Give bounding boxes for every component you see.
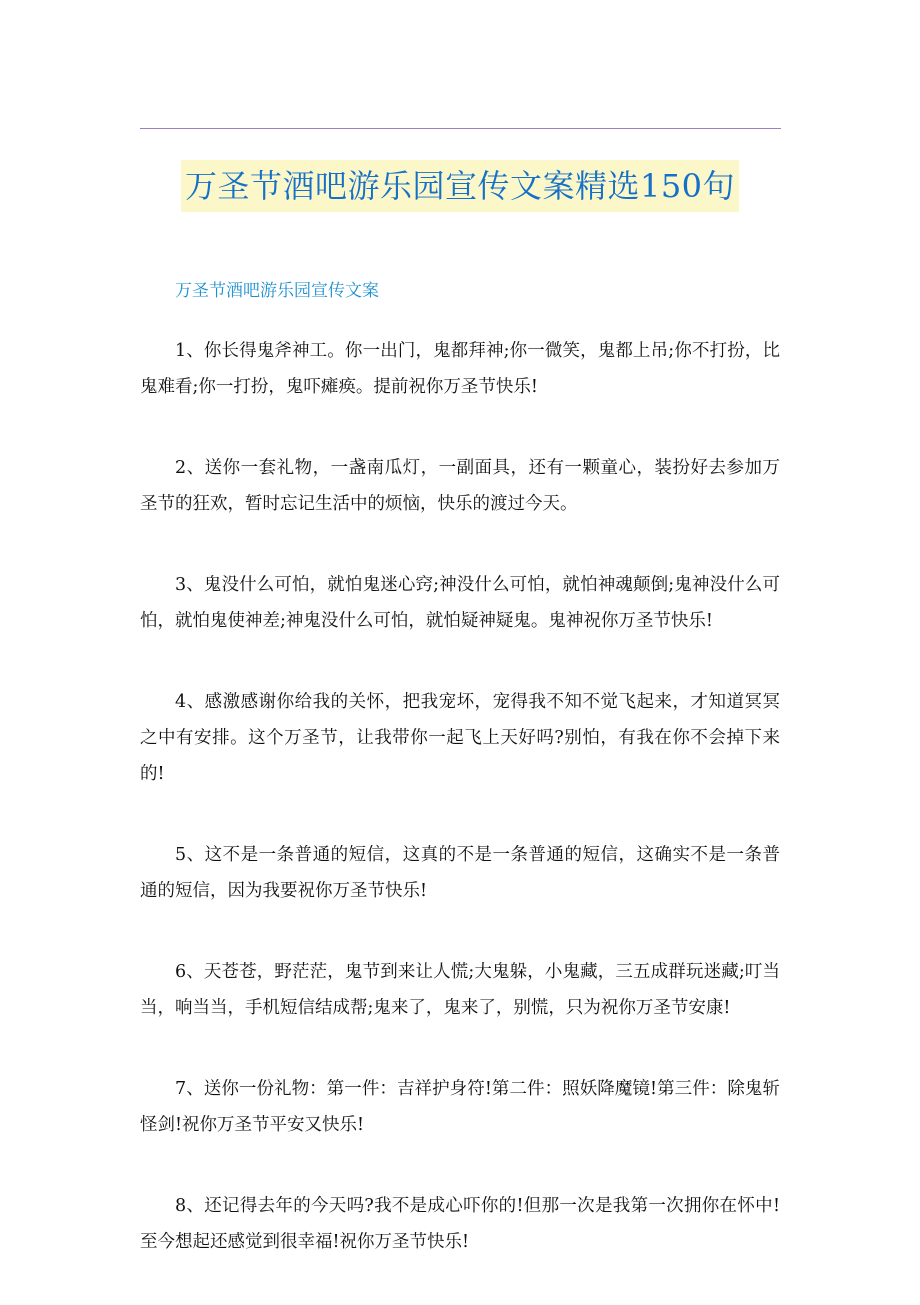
paragraph-3: 3、鬼没什么可怕，就怕鬼迷心窍;神没什么可怕，就怕神魂颠倒;鬼神没什么可怕，就怕鬼使神差;神鬼没什么可怕，就怕疑神疑鬼。鬼神祝你万圣节快乐!	[140, 575, 780, 631]
header-divider	[140, 128, 781, 129]
title-container	[0, 160, 920, 212]
paragraph-6: 6、天苍苍，野茫茫，鬼节到来让人慌;大鬼躲，小鬼藏，三五成群玩迷藏;叮当当，响当当，手机短信结成帮;鬼来了，鬼来了，别慌，只为祝你万圣节安康!	[140, 962, 780, 1018]
article-body	[140, 333, 780, 1305]
section-subheading: 万圣节酒吧游乐园宣传文案	[175, 281, 379, 301]
paragraph-4: 4、感激感谢你给我的关怀，把我宠坏，宠得我不知不觉飞起来，才知道冥冥之中有安排。这个万圣节，让我带你一起飞上天好吗?别怕，有我在你不会掉下来的!	[140, 692, 780, 784]
paragraph-5: 5、这不是一条普通的短信，这真的不是一条普通的短信，这确实不是一条普通的短信，因为我要祝你万圣节快乐!	[140, 845, 780, 901]
paragraph-1: 1、你长得鬼斧神工。你一出门，鬼都拜神;你一微笑，鬼都上吊;你不打扮，比鬼难看;你一打扮，鬼吓瘫痪。提前祝你万圣节快乐!	[140, 341, 780, 397]
paragraph-2: 2、送你一套礼物，一盏南瓜灯，一副面具，还有一颗童心，装扮好去参加万圣节的狂欢，暂时忘记生活中的烦恼，快乐的渡过今天。	[140, 458, 780, 514]
paragraph-7: 7、送你一份礼物：第一件：吉祥护身符!第二件：照妖降魔镜!第三件：除鬼斩怪剑!祝你万圣节平安又快乐!	[140, 1079, 780, 1135]
document-title: 万圣节酒吧游乐园宣传文案精选150句	[181, 160, 739, 212]
paragraph-8: 8、还记得去年的今天吗?我不是成心吓你的!但那一次是我第一次拥你在怀中!至今想起还感觉到很幸福!祝你万圣节快乐!	[140, 1196, 780, 1252]
